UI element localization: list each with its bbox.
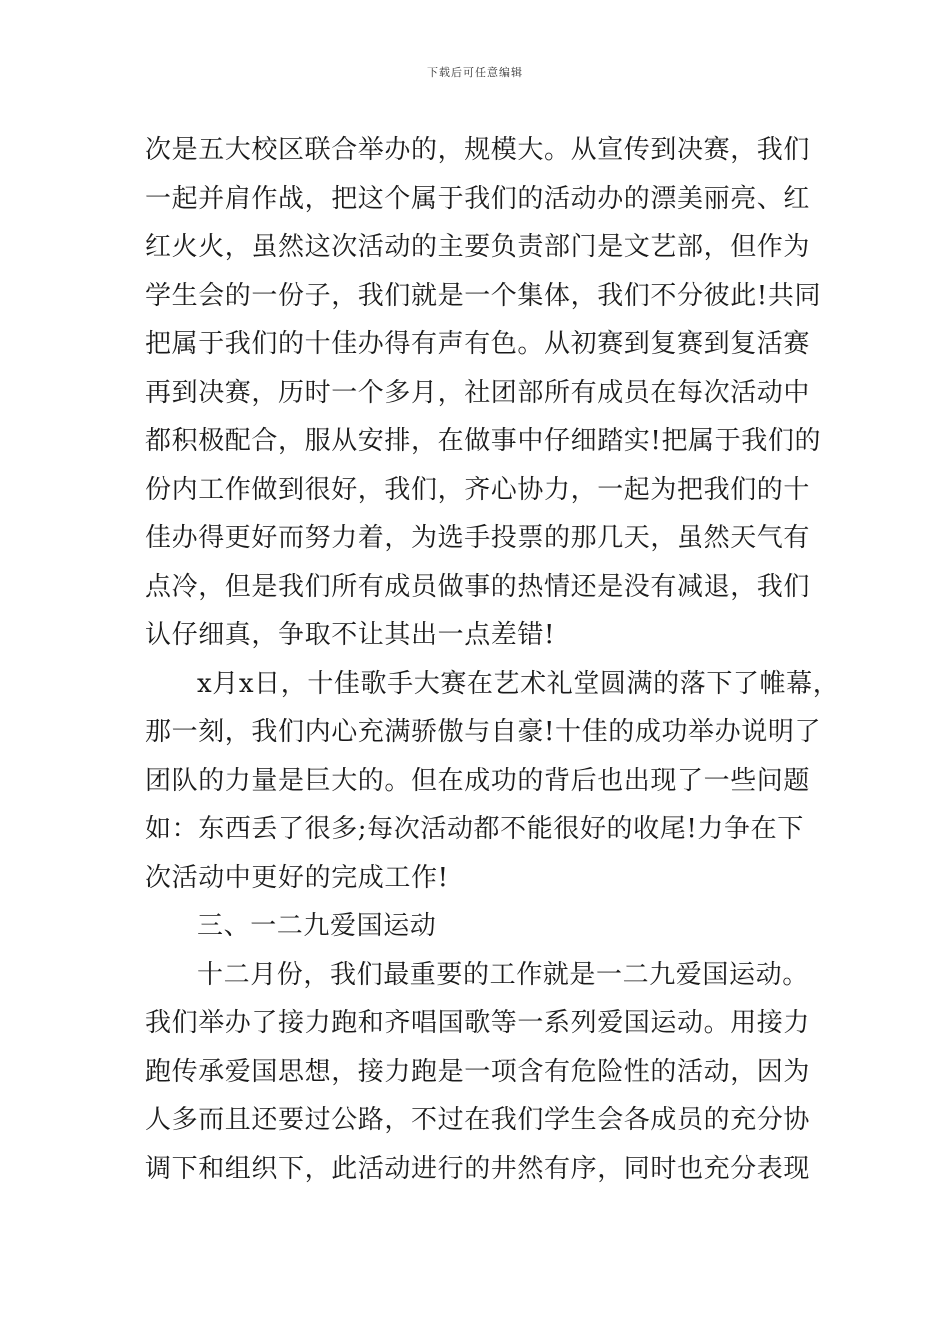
text-line: 我们举办了接力跑和齐唱国歌等一系列爱国运动。用接力 [145, 1008, 811, 1038]
paragraph-start-line: 十二月份，我们最重要的工作就是一二九爱国运动。 [197, 959, 809, 990]
text-line: 份内工作做到很好，我们，齐心协力，一起为把我们的十 [145, 474, 811, 505]
text-line: 团队的力量是巨大的。但在成功的背后也出现了一些问题 [145, 765, 811, 796]
section-heading: 三、一二九爱国运动 [197, 911, 437, 941]
text-line: 佳办得更好而努力着，为选手投票的那几天，虽然天气有 [145, 523, 811, 553]
text-line: 一起并肩作战，把这个属于我们的活动办的漂美丽亮、红 [145, 183, 811, 214]
paragraph-start-line: x月x日，十佳歌手大赛在艺术礼堂圆满的落下了帷幕， [197, 668, 840, 699]
text-line: 次活动中更好的完成工作! [145, 862, 449, 893]
text-line: 调下和组织下，此活动进行的井然有序，同时也充分表现 [145, 1153, 811, 1184]
document-body [145, 126, 840, 1193]
header-note: 下载后可任意编辑 [427, 66, 523, 79]
text-line: 再到决赛，历时一个多月，社团部所有成员在每次活动中 [145, 377, 811, 408]
text-line: 点冷，但是我们所有成员做事的热情还是没有减退，我们 [145, 571, 811, 602]
text-line: 跑传承爱国思想，接力跑是一项含有危险性的活动，因为 [145, 1056, 811, 1087]
text-line: 次是五大校区联合举办的，规模大。从宣传到决赛，我们 [145, 135, 811, 165]
text-line: 学生会的一份子，我们就是一个集体，我们不分彼此!共同 [145, 280, 822, 311]
text-line: 那一刻，我们内心充满骄傲与自豪!十佳的成功举办说明了 [145, 717, 822, 747]
text-line: 红火火，虽然这次活动的主要负责部门是文艺部，但作为 [145, 232, 811, 262]
text-line: 都积极配合，服从安排，在做事中仔细踏实!把属于我们的 [145, 426, 822, 456]
text-line: 如：东西丢了很多;每次活动都不能很好的收尾!力争在下 [145, 814, 804, 844]
text-line: 认仔细真，争取不让其出一点差错! [145, 620, 556, 650]
text-line: 人多而且还要过公路，不过在我们学生会各成员的充分协 [145, 1105, 811, 1135]
text-line: 把属于我们的十佳办得有声有色。从初赛到复赛到复活赛 [145, 329, 811, 359]
